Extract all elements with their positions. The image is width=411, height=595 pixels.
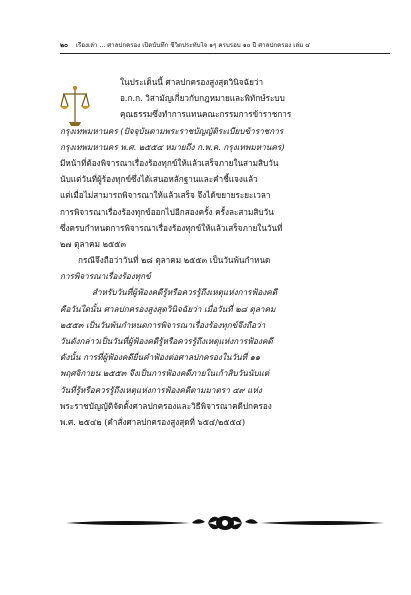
body-line: คุณธรรมซึ่งทำการแทนคณะกรรมการข้าราชการ <box>120 109 292 120</box>
body-line: อ.ก.ก. วิสามัญเกี่ยวกับกฎหมายและพิทักษ์ระบบ <box>120 93 285 104</box>
body-line: พระราชบัญญัติจัดตั้งศาลปกครองและวิธีพิจารณาคดีปกครอง <box>60 400 272 411</box>
body-line: กรณีจึงถือว่าวันที่ ๒๘ ตุลาคม ๒๕๕๓ เป็นวันพ้นกำหนด <box>78 255 271 266</box>
body-line: ซึ่งครบกำหนดการพิจารณาเรื่องร้องทุกข์ให้แล้วเสร็จภายในวันที่ <box>60 222 283 233</box>
body-line: สำหรับวันที่ผู้ฟ้องคดีรู้หรือควรรู้ถึงเหตุแห่งการฟ้องคดี <box>92 287 278 298</box>
body-line: แต่เมื่อไม่สามารถพิจารณาให้แล้วเสร็จ จึงได้ขยายระยะเวลา <box>60 190 271 201</box>
body-line: พฤศจิกายน ๒๕๕๓ จึงเป็นการฟ้องคดีภายในเก้าสิบวันนับแต่ <box>60 368 270 379</box>
body-line: ๒๕๕๓ เป็นวันพ้นกำหนดการพิจารณาเรื่องร้องทุกข์จึงถือว่า <box>60 319 266 330</box>
body-line: กรุงเทพมหานคร พ.ศ. ๒๕๕๔ หมายถึง ก.พ.ค. กรุงเทพมหานคร) <box>60 141 285 152</box>
page-number: ๒๐ <box>60 42 68 49</box>
body-line: การพิจารณาเรื่องร้องทุกข์ออกไปอีกสองครั้ง ครั้งละสามสิบวัน <box>60 206 274 217</box>
body-line: วันที่รู้หรือควรรู้ถึงเหตุแห่งการฟ้องคดีตามมาตรา ๔๙ แห่ง <box>60 384 262 395</box>
body-line: พ.ศ. ๒๕๔๒ (คำสั่งศาลปกครองสูงสุดที่ ๖๕๔/๒๕๕๔) <box>60 416 246 427</box>
body-line: ๒๗ ตุลาคม ๒๕๕๓ <box>60 238 126 249</box>
body-line: ในประเด็นนี้ ศาลปกครองสูงสุดวินิจฉัยว่า <box>120 77 264 87</box>
body-line: มีหน้าที่ต้องพิจารณาเรื่องร้องทุกข์ให้แล้วเสร็จภายในสามสิบวัน <box>60 157 279 168</box>
body-line: คือวันใดนั้น ศาลปกครองสูงสุดวินิจฉัยว่า เมื่อวันที่ ๒๘ ตุลาคม <box>60 303 276 314</box>
body-line: การพิจารณาเรื่องร้องทุกข์ <box>60 271 151 282</box>
body-line: ดังนั้น การที่ผู้ฟ้องคดียื่นคำฟ้องต่อศาลปกครองในวันที่ ๑๑ <box>60 352 261 363</box>
page-body <box>60 74 395 430</box>
floral-ornament-icon <box>60 510 390 536</box>
body-line: กรุงเทพมหานคร (ปัจจุบันตามพระราชบัญญัติระเบียบข้าราชการ <box>60 125 284 136</box>
body-line: วันดังกล่าวเป็นวันที่ผู้ฟ้องคดีรู้หรือควรรู้ถึงเหตุแห่งการฟ้องคดี <box>60 336 273 346</box>
running-title: เรื่องเล่า ... ศาลปกครอง เปิดบันทึก ชีวิตประทับใจ ๑ๆ ครบรอบ ๑๐ ปี ศาลปกครอง เล่ม ๔ <box>75 42 310 49</box>
header-rule <box>60 53 390 54</box>
running-header <box>60 42 390 50</box>
body-line: นับแต่วันที่ผู้ร้องทุกข์ซึ่งได้เสนอหลักฐานและคำชี้แจงแล้ว <box>60 174 258 185</box>
